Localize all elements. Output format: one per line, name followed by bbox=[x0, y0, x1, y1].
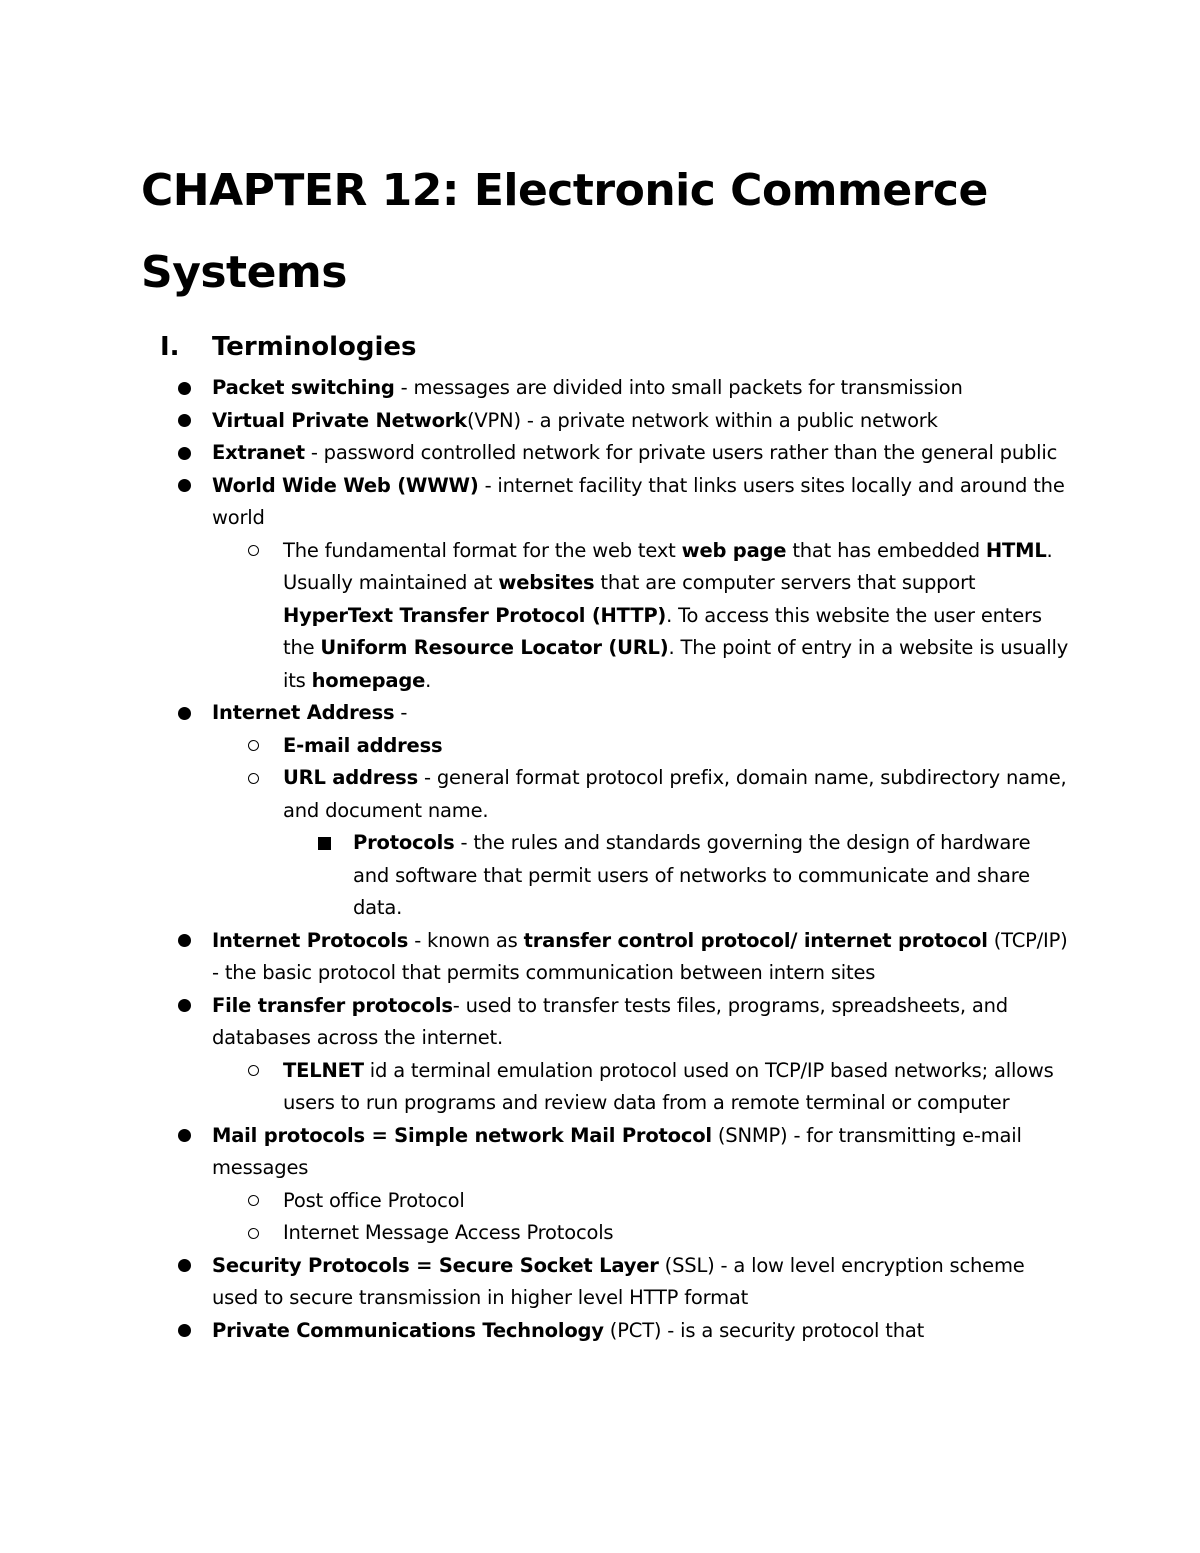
text-run: (SSL) - a low level encryption scheme used to secure transmission in higher level HTTP format bbox=[212, 1253, 1025, 1309]
list-item-text bbox=[283, 1189, 465, 1212]
bold-term: Security Protocols = Secure Socket Layer bbox=[212, 1253, 659, 1277]
text-run: . Usually maintained at bbox=[283, 538, 1053, 594]
terminology-list bbox=[0, 372, 1200, 1347]
text-run: id a terminal emulation protocol used on TCP/IP based networks; allows users to run programs and review data from a remote terminal or computer bbox=[283, 1058, 1054, 1114]
list-item bbox=[283, 1217, 1073, 1250]
bold-term: World Wide Web (WWW) bbox=[212, 473, 479, 497]
list-item bbox=[212, 437, 1072, 470]
list-item bbox=[212, 1315, 1072, 1348]
text-run: Post office Protocol bbox=[283, 1188, 465, 1212]
bold-term: TELNET bbox=[283, 1058, 364, 1082]
section-number: I. bbox=[160, 332, 180, 362]
list-item-text bbox=[212, 701, 407, 724]
list-item bbox=[283, 535, 1073, 698]
list-item-text bbox=[212, 474, 1065, 530]
text-run: - messages are divided into small packets for transmission bbox=[394, 376, 963, 399]
hollow-circle-bullet bbox=[248, 762, 259, 795]
filled-circle-bullet bbox=[178, 437, 191, 470]
text-run: - used to transfer tests files, programs, spreadsheets, and databases across the internet. bbox=[212, 993, 1008, 1049]
list-item bbox=[212, 990, 1072, 1055]
bold-term: HyperText Transfer Protocol (HTTP) bbox=[283, 603, 667, 627]
list-item-text bbox=[283, 1221, 613, 1244]
filled-circle-bullet bbox=[178, 925, 191, 958]
bold-term: Internet Address bbox=[212, 701, 395, 724]
text-run: . The point of entry in a website is usually its bbox=[283, 636, 1069, 692]
list-item bbox=[212, 697, 1072, 730]
list-item-text bbox=[212, 1319, 924, 1342]
bold-term: Private Communications Technology bbox=[212, 1318, 604, 1342]
chapter-title: CHAPTER 12: Electronic Commerce Systems bbox=[141, 165, 988, 298]
hollow-circle-bullet bbox=[248, 1217, 259, 1250]
bold-term: Internet Protocols bbox=[212, 928, 409, 952]
bold-term: Uniform Resource Locator (URL) bbox=[320, 636, 669, 659]
list-item-text bbox=[283, 734, 442, 757]
filled-square-bullet bbox=[318, 827, 331, 860]
list-item bbox=[212, 405, 1072, 438]
filled-circle-bullet bbox=[178, 1315, 191, 1348]
list-item-text bbox=[353, 831, 1030, 919]
section-title: Terminologies bbox=[212, 332, 417, 362]
text-run: (SNMP) - for transmitting e-mail messages bbox=[212, 1123, 1022, 1179]
hollow-circle-bullet bbox=[248, 1055, 259, 1088]
list-item bbox=[212, 372, 1072, 405]
list-item-text bbox=[283, 539, 1068, 692]
bold-term: transfer control protocol/ internet protocol bbox=[523, 928, 988, 952]
list-item bbox=[212, 470, 1072, 535]
text-run: (VPN) - a private network within a public network bbox=[466, 408, 938, 432]
text-run: (PCT) - is a security protocol that bbox=[603, 1318, 925, 1342]
filled-circle-bullet bbox=[178, 470, 191, 503]
list-item-text bbox=[283, 1059, 1054, 1115]
list-item-text bbox=[283, 766, 1067, 822]
text-run: - bbox=[394, 701, 408, 724]
hollow-circle-bullet bbox=[248, 535, 259, 568]
filled-circle-bullet bbox=[178, 372, 191, 405]
list-item-text bbox=[212, 441, 1057, 464]
bold-term: Packet switching bbox=[212, 376, 395, 399]
text-run: - known as bbox=[408, 928, 524, 952]
list-item-text bbox=[212, 994, 1008, 1050]
bold-term: Mail protocols = Simple network Mail Protocol bbox=[212, 1123, 712, 1147]
list-item bbox=[353, 827, 1053, 925]
text-run: that has embedded bbox=[786, 538, 986, 562]
text-run: - general format protocol prefix, domain name, subdirectory name, and document name. bbox=[283, 766, 1067, 822]
filled-circle-bullet bbox=[178, 990, 191, 1023]
list-item bbox=[212, 1120, 1072, 1185]
text-run: - password controlled network for private users rather than the general public bbox=[304, 441, 1058, 464]
bold-term: homepage bbox=[311, 668, 426, 692]
filled-circle-bullet bbox=[178, 405, 191, 438]
bold-term: Virtual Private Network bbox=[212, 408, 467, 432]
bold-term: URL address bbox=[283, 766, 418, 789]
list-item-text bbox=[212, 1254, 1025, 1310]
section-heading bbox=[160, 327, 417, 367]
bold-term: websites bbox=[498, 571, 595, 594]
bold-term: Extranet bbox=[212, 441, 305, 464]
list-item bbox=[283, 730, 1073, 763]
list-item bbox=[212, 1250, 1072, 1315]
list-item bbox=[283, 1055, 1073, 1120]
text-run: - the rules and standards governing the design of hardware and software that permit users of networks to communicate and share data. bbox=[353, 831, 1031, 919]
text-run: that are computer servers that support bbox=[594, 571, 976, 594]
bold-term: E-mail address bbox=[283, 733, 443, 757]
filled-circle-bullet bbox=[178, 1250, 191, 1283]
text-run: Internet Message Access Protocols bbox=[283, 1221, 614, 1244]
text-run: (TCP/IP) - the basic protocol that permits communication between intern sites bbox=[212, 928, 1068, 984]
bold-term: web page bbox=[681, 538, 787, 562]
text-run: The fundamental format for the web text bbox=[283, 538, 682, 562]
list-item-text bbox=[212, 376, 963, 399]
filled-circle-bullet bbox=[178, 697, 191, 730]
bold-term: File transfer protocols bbox=[212, 993, 453, 1017]
hollow-circle-bullet bbox=[248, 1185, 259, 1218]
hollow-circle-bullet bbox=[248, 730, 259, 763]
list-item bbox=[283, 762, 1073, 827]
list-item bbox=[283, 1185, 1073, 1218]
text-run: . To access this website the user enters the bbox=[283, 603, 1042, 659]
list-item-text bbox=[212, 409, 938, 432]
bold-term: Protocols bbox=[353, 831, 455, 854]
text-run: - internet facility that links users sites locally and around the world bbox=[212, 473, 1065, 529]
text-run: . bbox=[425, 668, 432, 692]
filled-circle-bullet bbox=[178, 1120, 191, 1153]
bold-term: HTML bbox=[985, 538, 1047, 562]
list-item bbox=[212, 925, 1072, 990]
list-item-text bbox=[212, 929, 1068, 985]
list-item-text bbox=[212, 1124, 1022, 1180]
